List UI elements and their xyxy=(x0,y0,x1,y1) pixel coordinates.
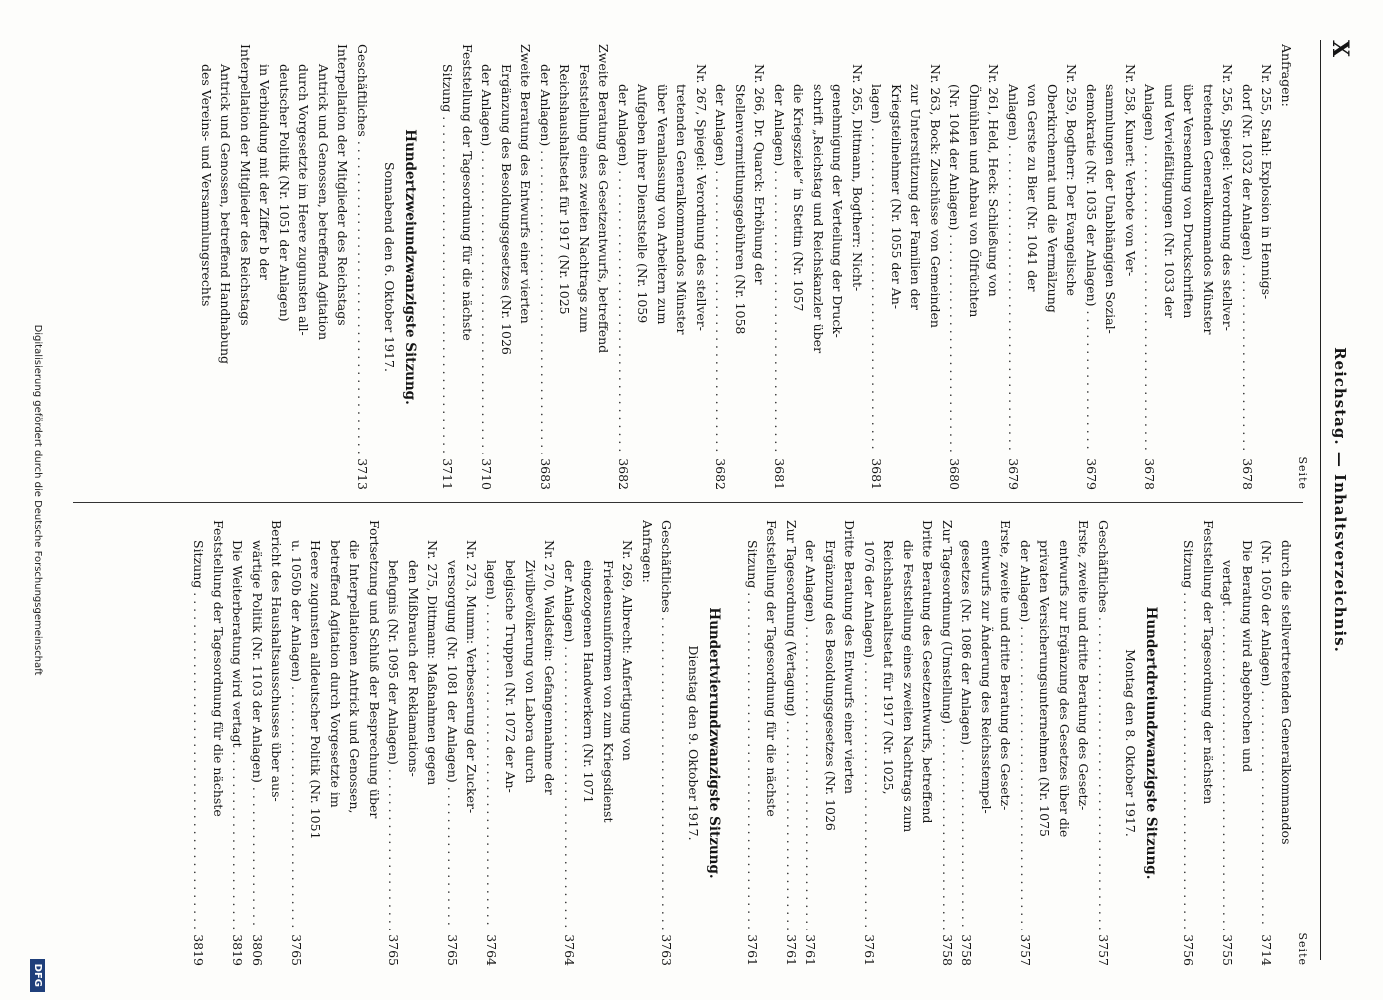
toc-entry-line xyxy=(216,44,236,490)
page-ref: 3713 xyxy=(353,454,373,490)
entry-text: tretenden Generalkommandos Münster xyxy=(674,84,690,335)
toc-entry-line xyxy=(404,520,424,966)
entry-text: Ergänzung des Besoldungsgesetzes (Nr. 1026 xyxy=(499,64,514,355)
toc-entry-line xyxy=(899,520,919,966)
toc-entry-line xyxy=(957,520,977,966)
toc-entry-line xyxy=(1055,520,1075,966)
entry-text: der Anlagen) xyxy=(538,64,553,147)
toc-entry-line xyxy=(996,520,1016,966)
entry-text: versorgung (Nr. 1081 der Anlagen) xyxy=(445,560,460,783)
entry-text: Nr. 266, Dr. Quarck: Erhöhung der xyxy=(752,64,768,285)
toc-entry-line xyxy=(594,44,614,490)
toc-entry-line xyxy=(1218,44,1238,490)
page-ref: 3681 xyxy=(770,454,790,490)
entry-text: wärtige Politik (Nr. 1103 der Anlagen) xyxy=(250,540,265,783)
entry-text: Zur Tagesordnung (Umstellung) xyxy=(940,520,955,725)
toc-entry-line xyxy=(906,44,926,490)
page-ref: 3763 xyxy=(657,930,677,966)
entry-text: entwurfs zur Ergänzung des Gesetzes über die xyxy=(1057,540,1072,838)
toc-entry-line xyxy=(657,520,677,966)
entry-text: Nr. 270, Waldstein: Gefangennahme der xyxy=(542,540,558,795)
page-ref: 3679 xyxy=(1082,454,1102,490)
toc-entry-line xyxy=(197,44,217,490)
entry-text: Geschäftliches xyxy=(659,520,675,613)
page-ref: 3764 xyxy=(482,930,502,966)
entry-text: Erste, zweite und dritte Beratung des Gesetz- xyxy=(1076,520,1092,811)
entry-text: belgische Truppen (Nr. 1072 der An- xyxy=(503,560,519,793)
entry-text: der Anlagen) xyxy=(562,560,577,643)
entry-text: Friedensuniformen von zum Kriegsdienst xyxy=(601,560,616,823)
page-ref: 3765 xyxy=(384,930,404,966)
toc-entry-line xyxy=(255,44,275,490)
toc-entry-line xyxy=(314,44,334,490)
toc-entry-line xyxy=(365,520,385,966)
toc-entry-line xyxy=(1062,44,1082,490)
entry-text: 1076 der Anlagen) xyxy=(862,540,877,658)
digitization-credit: Digitalisierung gefördert durch die Deutsche Forschungsgemeinschaft xyxy=(32,324,43,676)
toc-entry-line xyxy=(521,520,541,966)
entry-text: den Mißbrauch der Reklamations- xyxy=(406,560,421,777)
entry-text: Die Weiterberatung wird vertagt xyxy=(230,540,246,748)
entry-list xyxy=(1179,520,1296,966)
toc-entry-line xyxy=(750,44,770,490)
entry-text: sammlungen der Unabhängigen Sozial- xyxy=(1103,84,1119,334)
toc-entry-line xyxy=(326,520,346,966)
toc-entry-line xyxy=(614,44,634,490)
toc-entry-line xyxy=(692,44,712,490)
entry-text: Bericht des Haushaltsausschusses über aus- xyxy=(269,520,285,802)
toc-entry-line xyxy=(482,520,502,966)
entry-text: tretenden Generalkommandos Münster xyxy=(1201,84,1216,335)
entry-text: Oberkirchenrat und die Vermälzung xyxy=(1045,84,1060,313)
session-title: Hundertdreiundzwanzigste Sitzung. xyxy=(1143,606,1159,880)
toc-entry-line xyxy=(248,520,268,966)
toc-entry-line xyxy=(560,520,580,966)
entry-text: lagen) xyxy=(869,84,885,124)
toc-entry-line xyxy=(887,44,907,490)
toc-entry-line xyxy=(1277,520,1297,966)
entry-text: Feststellung der Tagesordnung der nächsten xyxy=(1201,520,1216,805)
entry-text: der Anlagen) xyxy=(772,84,787,167)
entry-list xyxy=(197,44,373,490)
page-ref: 3765 xyxy=(443,930,463,966)
toc-entry-line xyxy=(599,520,619,966)
page-ref: 3681 xyxy=(867,454,887,490)
toc-entry-line xyxy=(516,44,536,490)
page-ref: 3678 xyxy=(1238,454,1258,490)
toc-entry-line xyxy=(384,520,404,966)
toc-entry-line xyxy=(1140,44,1160,490)
toc-entry-line xyxy=(458,44,478,490)
entry-text: und Vervielfältigungen (Nr. 1033 der xyxy=(1162,84,1177,318)
entry-text: der Anlagen) xyxy=(479,64,495,147)
page-ref: 3682 xyxy=(711,454,731,490)
toc-entry-line xyxy=(1016,520,1036,966)
entry-text: lagen) xyxy=(484,560,499,600)
entry-text: Sitzung xyxy=(191,540,207,589)
toc-entry-line xyxy=(1160,44,1180,490)
entry-text: eingezogenen Handwerkern (Nr. 1071 xyxy=(581,560,597,804)
toc-entry-line xyxy=(579,520,599,966)
entry-text: gesetzes (Nr. 1086 der Anlagen) xyxy=(959,540,975,745)
entry-text: in Verbindung mit der Ziffer b der xyxy=(257,64,273,280)
entry-text: Kriegsteilnehmer (Nr. 1055 der An- xyxy=(889,84,904,310)
seite-label: Seite xyxy=(1296,456,1309,490)
toc-entry-line xyxy=(711,44,731,490)
entry-list xyxy=(438,44,1296,490)
entry-text: Ölmühlen und Anbau von Ölfrüchten xyxy=(967,84,982,318)
toc-entry-line xyxy=(633,44,653,490)
entry-text: betreffend Agitation durch Vorgesetzte im xyxy=(328,540,343,808)
toc-entry-line xyxy=(801,520,821,966)
session-title: Hundertzweiundzwanzigste Sitzung. xyxy=(402,129,418,405)
entry-text: vertagt xyxy=(1220,560,1236,606)
toc-entry-line xyxy=(189,520,209,966)
toc-entry-line xyxy=(1238,520,1258,966)
toc-entry-line xyxy=(1179,520,1199,966)
entry-text: Dritte Beratung des Entwurfs einer vierten xyxy=(842,520,858,794)
page-ref: 3711 xyxy=(438,454,458,490)
toc-entry-line xyxy=(638,520,658,966)
seite-label: Seite xyxy=(1296,932,1309,966)
header-rule xyxy=(1320,40,1321,960)
entry-text: Feststellung der Tagesordnung für die nächste xyxy=(211,520,226,817)
entry-text: Nr. 259, Bogtherr: Der Evangelische xyxy=(1064,64,1080,296)
toc-entry-line xyxy=(477,44,497,490)
entry-text: schrift „Reichstag und Reichskanzler über xyxy=(811,84,826,354)
toc-entry-line xyxy=(1035,520,1055,966)
page-header xyxy=(1323,40,1353,960)
entry-text: Stellenvermittlungsgebühren (Nr. 1058 xyxy=(733,84,748,335)
toc-entry-line xyxy=(275,44,295,490)
entry-text: Anfragen: xyxy=(1279,44,1294,107)
toc-entry-line xyxy=(1094,520,1114,966)
entry-text: Nr. 273, Mumm: Verbesserung der Zucker- xyxy=(464,540,480,814)
entry-text: Nr. 261, Held, Heck: Schließung von xyxy=(986,64,1002,297)
toc-entry-line xyxy=(1199,520,1219,966)
toc-entry-line xyxy=(926,44,946,490)
entry-text: Sitzung xyxy=(745,540,760,589)
entry-text: Dritte Beratung des Gesetzentwurfs, betreffend xyxy=(920,520,936,824)
page-ref: 3758 xyxy=(957,930,977,966)
toc-entry-line xyxy=(555,44,575,490)
toc-entry-line xyxy=(287,520,307,966)
toc-entry-line xyxy=(1121,44,1141,490)
toc-entry-line xyxy=(731,44,751,490)
entry-text: befugnis (Nr. 1095 der Anlagen) xyxy=(386,560,402,765)
page-ref: 3757 xyxy=(1016,930,1036,966)
entry-text: des Vereins- und Versammlungsrechts xyxy=(199,64,214,307)
toc-entry-line xyxy=(1179,44,1199,490)
page-ref: 3683 xyxy=(536,454,556,490)
entry-text: Die Beratung wird abgebrochen und xyxy=(1240,540,1255,773)
entry-text: entwurfs zur Änderung des Reichsstempel- xyxy=(979,540,994,814)
entry-text: Nr. 275, Dittmann: Maßnahmen gegen xyxy=(425,540,441,786)
entry-text: die Kriegsziele“ in Stettin (Nr. 1057 xyxy=(791,84,807,312)
toc-entry-line xyxy=(918,520,938,966)
toc-entry-line xyxy=(762,520,782,966)
page-ref: 3714 xyxy=(1257,930,1277,966)
entry-text: die Feststellung eines zweiten Nachtrags zum xyxy=(901,540,916,833)
page-ref: 3806 xyxy=(248,930,268,966)
toc-entry-line xyxy=(860,520,880,966)
entry-text: Sitzung xyxy=(1181,540,1197,589)
toc-entry-line xyxy=(848,44,868,490)
toc-entry-line xyxy=(821,520,841,966)
toc-entry-line xyxy=(333,44,353,490)
right-column xyxy=(189,520,1309,966)
page-ref: 3761 xyxy=(743,930,763,966)
toc-entry-line xyxy=(828,44,848,490)
page-ref: 3757 xyxy=(1094,930,1114,966)
toc-entry-line xyxy=(497,44,517,490)
entry-text: der Anlagen) xyxy=(803,540,819,623)
entry-text: Feststellung der Tagesordnung für die nächste xyxy=(460,44,475,341)
entry-text: deutscher Politik (Nr. 1051 der Anlagen) xyxy=(277,64,292,322)
toc-entry-line xyxy=(867,44,887,490)
entry-text: Ergänzung des Besoldungsgesetzes (Nr. 1026 xyxy=(823,540,838,831)
entry-text: Zweite Beratung des Gesetzentwurfs, betreffend xyxy=(596,44,612,354)
toc-entry-line xyxy=(501,520,521,966)
page-ref: 3764 xyxy=(560,930,580,966)
page-title: Reichstag. — Inhaltsverzeichnis. xyxy=(1331,347,1349,653)
entry-text: Geschäftliches xyxy=(355,44,370,137)
entry-text: zur Unterstützung der Familien der xyxy=(908,84,924,311)
toc-entry-line xyxy=(879,520,899,966)
toc-entry-line xyxy=(1023,44,1043,490)
page-number: X xyxy=(1327,40,1353,58)
toc-entry-line xyxy=(1257,44,1277,490)
entry-text: durch die stellvertretenden Generalkommandos xyxy=(1279,540,1294,845)
entry-text: demokratie (Nr. 1035 der Anlagen) xyxy=(1084,84,1099,307)
toc-entry-line xyxy=(840,520,860,966)
page-ref: 3756 xyxy=(1179,930,1199,966)
entry-text: Interpellation der Mitglieder des Reichstags xyxy=(335,44,351,326)
entry-text: der Anlagen) xyxy=(616,84,631,167)
toc-entry-line xyxy=(789,44,809,490)
toc-entry-line xyxy=(1277,44,1297,490)
toc-entry-line xyxy=(353,44,373,490)
entry-text: Nr. 267, Spiegel: Verordnung des stellver- xyxy=(694,64,709,331)
entry-text: von Gerste zu Bier (Nr. 1041 der xyxy=(1025,84,1041,292)
session-date: Sonnabend den 6. Oktober 1917. xyxy=(382,162,397,372)
entry-text: über Versendung von Druckschriften xyxy=(1181,84,1197,319)
entry-text: Fortsetzung und Schluß der Besprechung über xyxy=(367,520,382,819)
toc-entry-line xyxy=(438,44,458,490)
toc-entry-line xyxy=(575,44,595,490)
entry-text: Aufgeben ihrer Dienststelle (Nr. 1059 xyxy=(635,84,651,324)
toc-entry-line xyxy=(536,44,556,490)
toc-entry-line xyxy=(1082,44,1102,490)
session-title: Hundertvierundzwanzigste Sitzung. xyxy=(706,607,723,879)
entry-text: Anlagen) xyxy=(1142,84,1158,141)
toc-entry-line xyxy=(1257,520,1277,966)
toc-entry-line xyxy=(782,520,802,966)
entry-text: Antrick und Genossen, betreffend Handhabung xyxy=(218,64,234,364)
dfg-badge: DFG xyxy=(30,959,45,992)
page-ref: 3761 xyxy=(801,930,821,966)
entry-text: Zweite Beratung des Entwurfs einer vierten xyxy=(518,44,534,324)
toc-entry-line xyxy=(672,44,692,490)
entry-text: Reichshaushaltsetat für 1917 (Nr. 1025 xyxy=(557,64,573,315)
entry-text: Zivilbevölkerung von Labora durch xyxy=(523,560,538,784)
toc-entry-line xyxy=(540,520,560,966)
entry-text: Feststellung der Tagesordnung für die nächste xyxy=(764,520,780,817)
entry-text: Zur Tagesordnung (Vertagung) xyxy=(784,520,799,717)
entry-text: Feststellung eines zweiten Nachtrags zum xyxy=(577,64,592,333)
page-ref: 3765 xyxy=(287,930,307,966)
toc-entry-line xyxy=(653,44,673,490)
entry-text: Nr. 263, Bock: Zuschüsse von Gemeinden xyxy=(928,64,943,328)
session-date: Dienstag den 9. Oktober 1917. xyxy=(686,645,702,841)
entry-text: Geschäftliches xyxy=(1096,520,1111,613)
toc-entry-line xyxy=(462,520,482,966)
entry-text: dorf (Nr. 1032 der Anlagen) xyxy=(1240,84,1255,261)
entry-text: über Veranlassung von Arbeitern zum xyxy=(655,84,670,325)
toc-entry-line xyxy=(965,44,985,490)
toc-entry-line xyxy=(1218,520,1238,966)
entry-text: Heere zugunsten alldeutscher Politik (Nr. 1051 xyxy=(308,540,324,840)
page-ref: 3758 xyxy=(938,930,958,966)
toc-entry-line xyxy=(743,520,763,966)
toc-entry-line xyxy=(1074,520,1094,966)
entry-text: Nr. 269, Albrecht: Anfertigung von xyxy=(620,540,636,761)
toc-entry-line xyxy=(1238,44,1258,490)
toc-entry-line xyxy=(443,520,463,966)
entry-text: durch Vorgesetzte im Heere zugunsten all- xyxy=(296,64,312,336)
page-ref: 3819 xyxy=(189,930,209,966)
column-divider xyxy=(73,502,1303,503)
page-ref: 3678 xyxy=(1140,454,1160,490)
toc-entry-line xyxy=(618,520,638,966)
entry-text: die Interpellationen Antrick und Genossen, xyxy=(347,540,363,814)
entry-text: Anlagen) xyxy=(1006,84,1021,141)
toc-entry-line xyxy=(267,520,287,966)
entry-text: (Nr. 1050 der Anlagen) xyxy=(1259,540,1275,687)
toc-entry-line xyxy=(228,520,248,966)
entry-text: Nr. 265, Dittmann, Bogtherr: Nicht- xyxy=(850,64,865,292)
toc-entry-line xyxy=(423,520,443,966)
entry-text: Nr. 256, Spiegel: Verordnung des stellver- xyxy=(1220,64,1236,331)
toc-entry-line xyxy=(1043,44,1063,490)
toc-entry-line xyxy=(1004,44,1024,490)
toc-entry-line xyxy=(236,44,256,490)
toc-entry-line xyxy=(945,44,965,490)
toc-entry-line xyxy=(306,520,326,966)
entry-text: (Nr. 1044 der Anlagen) xyxy=(947,84,963,231)
entry-list xyxy=(189,520,677,966)
page-ref: 3682 xyxy=(614,454,634,490)
toc-entry-line xyxy=(294,44,314,490)
entry-text: privaten Versicherungsunternehmen (Nr. 1075 xyxy=(1037,540,1053,837)
entry-text: der Anlagen) xyxy=(1018,540,1033,623)
entry-text: Nr. 258, Kunert: Verbote von Ver- xyxy=(1123,64,1138,277)
page-ref: 3755 xyxy=(1218,930,1238,966)
session-date: Montag den 8. Oktober 1917. xyxy=(1123,649,1138,837)
page-ref: 3761 xyxy=(860,930,880,966)
entry-text: Anfragen: xyxy=(640,520,655,583)
toc-entry-line xyxy=(977,520,997,966)
page-ref: 3761 xyxy=(782,930,802,966)
page-ref: 3710 xyxy=(477,454,497,490)
page-ref: 3679 xyxy=(1004,454,1024,490)
toc-entry-line xyxy=(209,520,229,966)
entry-text: Sitzung xyxy=(440,64,456,113)
entry-text: genehmigung der Verteilung der Druck- xyxy=(830,84,846,338)
toc-entry-line xyxy=(770,44,790,490)
toc-entry-line xyxy=(984,44,1004,490)
entry-text: Nr. 255, Stahl: Explosion in Hennigs- xyxy=(1259,64,1275,300)
entry-list xyxy=(743,520,1114,966)
entry-text: Erste, zweite und dritte Beratung des Gesetz- xyxy=(998,520,1014,811)
toc-entry-line xyxy=(1199,44,1219,490)
entry-text: Antrick und Genossen, betreffend Agitation xyxy=(316,64,331,341)
toc-entry-line xyxy=(345,520,365,966)
entry-text: Reichshaushaltsetat für 1917 (Nr. 1025, xyxy=(881,540,897,795)
toc-entry-line xyxy=(1101,44,1121,490)
entry-text: Interpellation der Mitglieder des Reichstags xyxy=(238,44,253,326)
toc-entry-line xyxy=(938,520,958,966)
toc-entry-line xyxy=(809,44,829,490)
page-ref: 3680 xyxy=(945,454,965,490)
entry-text: der Anlagen) xyxy=(713,84,729,167)
left-column xyxy=(197,44,1310,490)
entry-text: u. 1050b der Anlagen) xyxy=(289,540,304,682)
page-ref: 3819 xyxy=(228,930,248,966)
